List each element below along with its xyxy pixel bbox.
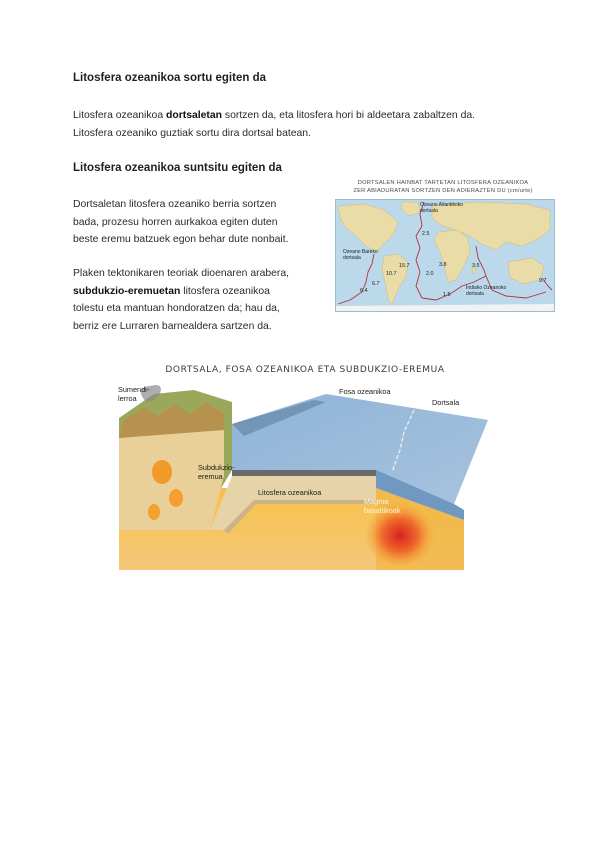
- section1-line2: Litosfera ozeaniko guztiak sortu dira dortsal batean.: [73, 127, 311, 139]
- trench-label: Fosa ozeanikoa: [339, 387, 391, 396]
- section2-paragraph1: Dortsaletan litosfera ozeaniko berria sortzen bada, prozesu horren aurkakoa egiten duten beste eremu batzuek egon behar dute nonbait.: [73, 199, 289, 245]
- rate-label: 1.5: [443, 292, 451, 298]
- bold-term-dortsaletan: dortsaletan: [166, 110, 223, 121]
- section1-line1: Litosfera ozeanikoa dortsaletan sortzen da, eta litosfera hori bi aldeetara zabaltzen da.: [73, 110, 476, 121]
- world-map: [335, 199, 555, 312]
- magma-label: Magma basaltikoak: [364, 497, 401, 515]
- section2-heading: Litosfera ozeanikoa suntsitu egiten da: [73, 162, 282, 174]
- block-diagram-title: DORTSALA, FOSA OZEANIKOA ETA SUBDUKZIO-EREMUA: [165, 365, 445, 375]
- block-diagram-graphic: [114, 380, 488, 570]
- rate-label: 6.4: [360, 288, 368, 294]
- rate-label: 6.7: [372, 281, 380, 287]
- rate-label: 2.5: [422, 231, 430, 237]
- rate-label: 10.7: [386, 271, 397, 277]
- rate-label: 3.8: [439, 262, 447, 268]
- indian-ridge-label: Indiako Ozeanoko dortsala: [466, 285, 507, 297]
- ridge-label: Dortsala: [432, 398, 460, 407]
- ridge-trench-subduction-diagram: [114, 380, 488, 570]
- rate-label: 9.7: [539, 278, 547, 284]
- section1-heading: Litosfera ozeanikoa sortu egiten da: [73, 72, 266, 84]
- pacific-ridge-label: Ozeano Bareko dortsala: [343, 249, 378, 261]
- ridge-rates-map-figure: [332, 180, 554, 311]
- atlantic-ridge-label: Ozeano Atlantikoko dortsala: [420, 202, 464, 214]
- bold-term-subdukzio-eremuetan: subdukzio-eremuetan: [73, 285, 181, 297]
- section2-paragraph2: Plaken tektonikaren teoriak dioenaren arabera, subdukzio-eremuetan litosfera ozeanikoa tolestu eta mantuan hondoratzen da; hau da, berriz ere Lurraren barnealdera sartzen da.: [73, 268, 290, 332]
- map-title: DORTSALEN HAINBAT TARTETAN LITOSFERA OZEANIKOA ZER ABIADURATAN SORTZEN DEN ADIERAZTEN DU (cm/urte): [353, 180, 533, 194]
- rate-label: 2.0: [426, 271, 434, 277]
- section1-paragraph: [73, 107, 543, 142]
- rate-label: 15.7: [399, 263, 410, 269]
- oceanic-lithosphere-label: Litosfera ozeanikoa: [258, 488, 322, 497]
- rate-label: 3.5: [472, 263, 480, 269]
- subduction-zone-label: Subdukzio- eremua: [198, 463, 235, 481]
- mountain-chain-label: Sumendi- lerroa: [118, 385, 150, 403]
